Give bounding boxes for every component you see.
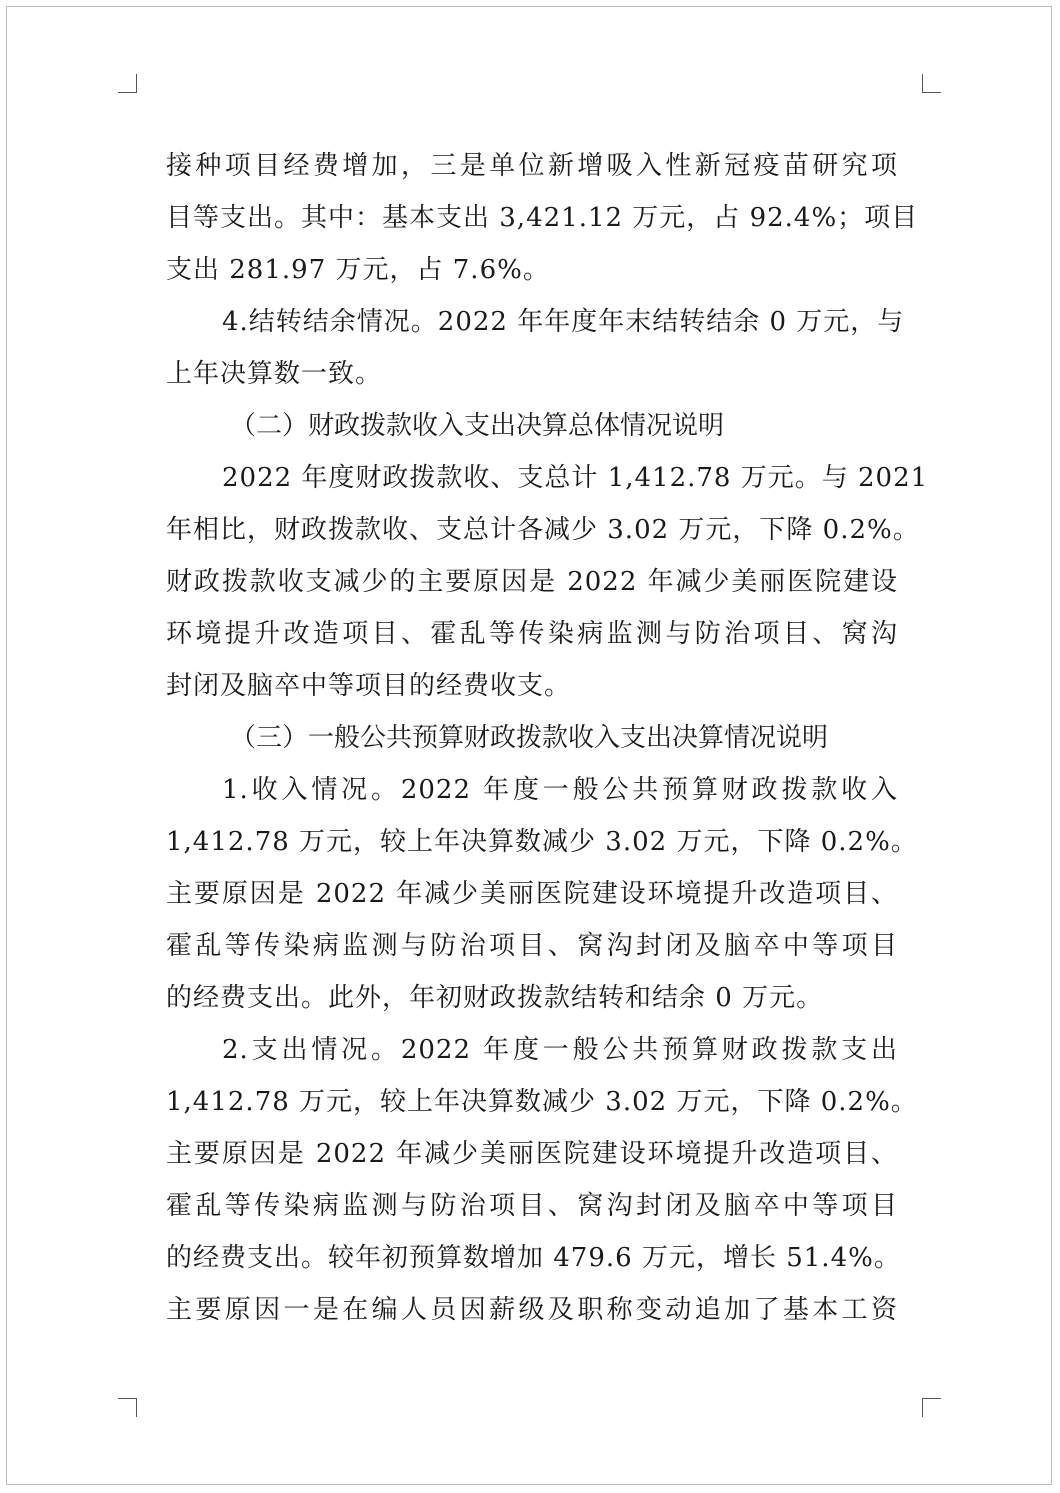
text-line: 接种项目经费增加，三是单位新增吸入性新冠疫苗研究项 — [166, 151, 898, 181]
text-line: 上年决算数一致。 — [166, 359, 383, 389]
text-line: 4.结转结余情况。2022 年年度年末结转结余 0 万元，与 — [222, 307, 905, 337]
text-line: 支出 281.97 万元，占 7.6%。 — [166, 255, 550, 285]
text-line: 主要原因是 2022 年减少美丽医院建设环境提升改造项目、 — [166, 1139, 898, 1169]
text-line: 2022 年度财政拨款收、支总计 1,412.78 万元。与 2021 — [222, 463, 929, 493]
text-line: 财政拨款收支减少的主要原因是 2022 年减少美丽医院建设 — [166, 567, 898, 597]
crop-mark-bottom-left — [118, 1398, 137, 1417]
text-line: 1,412.78 万元，较上年决算数减少 3.02 万元，下降 0.2%。 — [166, 1087, 918, 1117]
text-line: 霍乱等传染病监测与防治项目、窝沟封闭及脑卒中等项目 — [166, 1191, 898, 1221]
crop-mark-top-left — [118, 74, 137, 93]
text-line: 霍乱等传染病监测与防治项目、窝沟封闭及脑卒中等项目 — [166, 931, 898, 961]
text-line: 2.支出情况。2022 年度一般公共预算财政拨款支出 — [222, 1035, 898, 1065]
crop-mark-top-right — [922, 74, 941, 93]
text-line: 环境提升改造项目、霍乱等传染病监测与防治项目、窝沟 — [166, 619, 898, 649]
text-line: 1,412.78 万元，较上年决算数减少 3.02 万元，下降 0.2%。 — [166, 827, 918, 857]
text-line: 年相比，财政拨款收、支总计各减少 3.02 万元，下降 0.2%。 — [166, 515, 920, 545]
section-heading: （二）财政拨款收入支出决算总体情况说明 — [230, 411, 725, 441]
text-line: 主要原因是 2022 年减少美丽医院建设环境提升改造项目、 — [166, 879, 898, 909]
text-line: 主要原因一是在编人员因薪级及职称变动追加了基本工资 — [166, 1295, 898, 1325]
text-line: 目等支出。其中：基本支出 3,421.12 万元，占 92.4%；项目 — [166, 203, 919, 233]
section-heading: （三）一般公共预算财政拨款收入支出决算情况说明 — [230, 723, 829, 753]
text-line: 1.收入情况。2022 年度一般公共预算财政拨款收入 — [222, 775, 898, 805]
document-body — [166, 140, 929, 1336]
text-line: 封闭及脑卒中等项目的经费收支。 — [166, 671, 572, 701]
text-line: 的经费支出。此外，年初财政拨款结转和结余 0 万元。 — [166, 983, 824, 1013]
text-line: 的经费支出。较年初预算数增加 479.6 万元，增长 51.4%。 — [166, 1243, 901, 1273]
crop-mark-bottom-right — [922, 1398, 941, 1417]
